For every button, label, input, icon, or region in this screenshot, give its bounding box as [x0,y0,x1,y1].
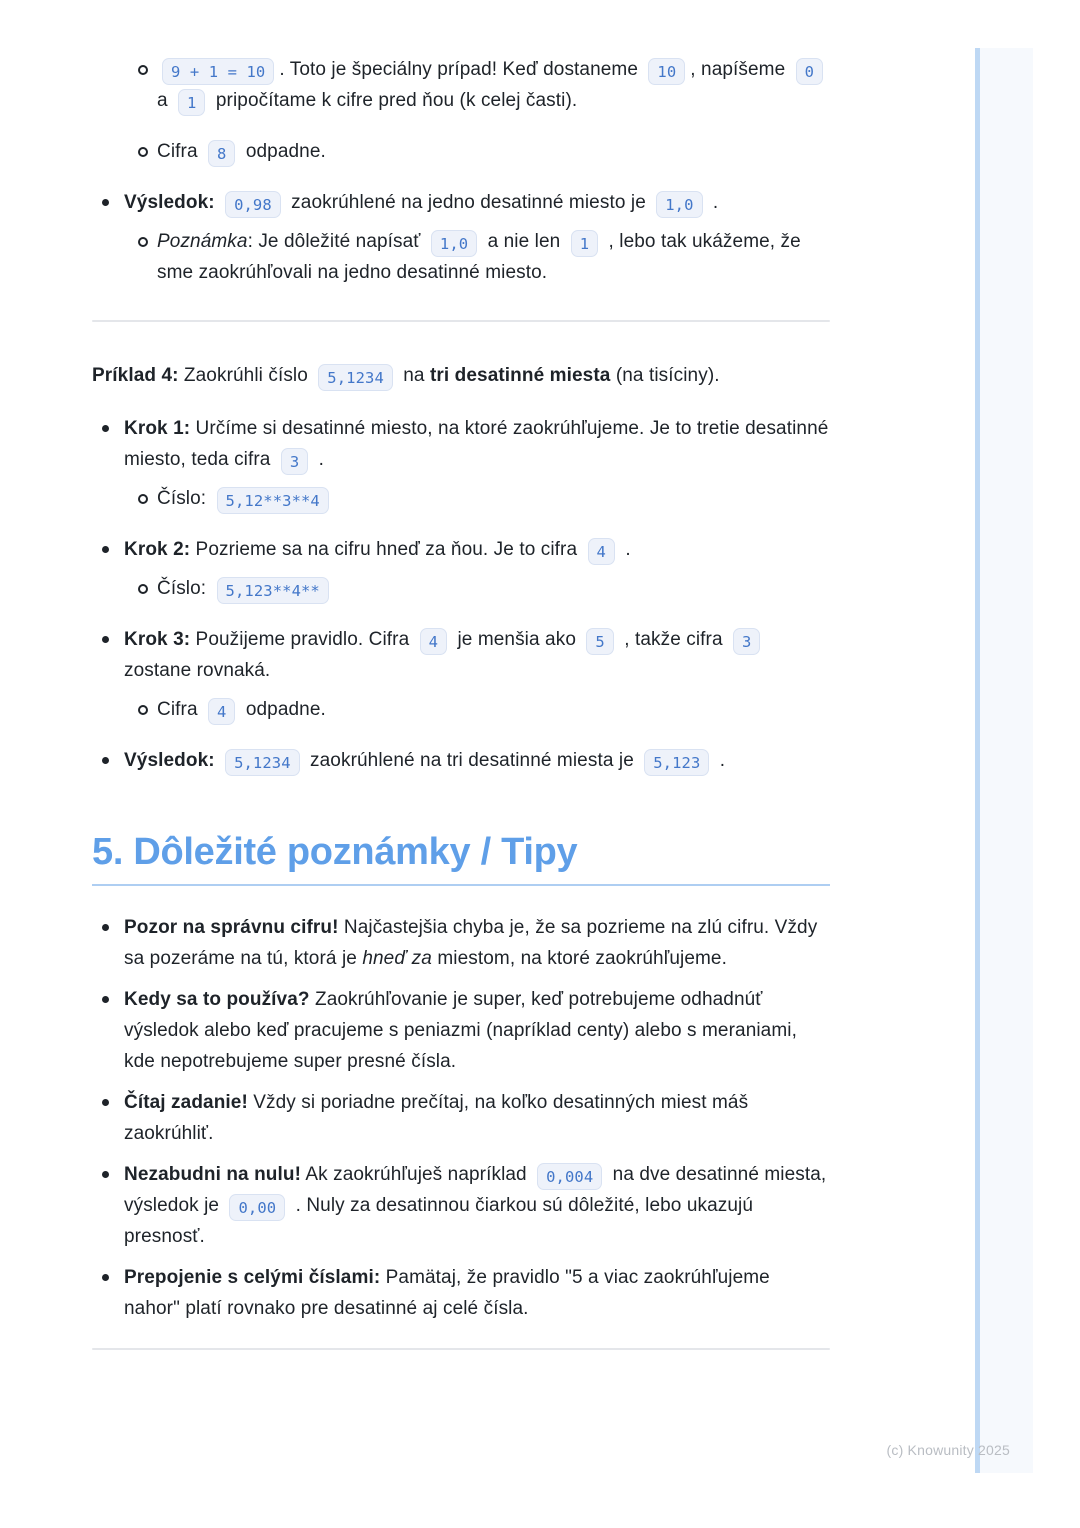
list-item [92,1159,830,1252]
bullet-dot-icon [102,199,109,206]
list-item-text [124,192,718,213]
bullet-dot-icon [102,425,109,432]
section-heading: 5. Dôležité poznámky / Tipy [92,830,830,886]
list-item [92,745,830,776]
list-item-text [124,629,765,681]
text-run: . Nuly za desatinnou čiarkou sú dôležité, lebo ukazujú presnosť. [124,1195,754,1247]
code-chip: 9 + 1 = 10 [162,58,274,85]
bold-text: Príklad 4: [92,365,179,386]
list-item [92,984,830,1077]
text-run: : Je dôležité napísať [247,231,426,252]
bullet-dot-icon [102,636,109,643]
list-item-text [157,231,801,283]
list-item-text [157,699,326,720]
list-item [92,1087,830,1149]
text-run: miestom, na ktoré zaokrúhľujeme. [431,948,727,969]
sub-list-item [92,694,830,725]
sub-list-item [92,573,830,604]
text-run: Číslo: [157,488,212,509]
bold-text: Pozor na správnu cifru! [124,917,339,938]
bullet-dot-icon [102,1099,109,1106]
text-run: , napíšeme [690,59,791,80]
bullet-list [92,403,830,784]
bullet-dot-icon [102,757,109,764]
text-run: na [397,365,430,386]
code-chip: 3 [281,448,308,475]
code-chip: 5 [586,628,613,655]
text-run: . [313,449,325,470]
bold-text: Výsledok: [124,750,215,771]
bold-text: Nezabudni na nulu! [124,1164,302,1185]
code-chip: 5,1234 [318,364,393,391]
right-margin-rail [975,48,1033,1473]
text-run: zostane rovnaká. [124,660,271,681]
list-item-text [124,1092,748,1144]
section-divider [92,1348,830,1350]
code-chip: 10 [648,58,685,85]
text-run: Určíme si desatinné miesto, na ktoré zaokrúhľujeme. Je to tretie desatinné miesto, teda cifra [124,418,829,470]
italic-text: hneď za [362,948,432,969]
list-item-text [124,1164,826,1247]
list-item-text [124,750,725,771]
text-run: je menšia ako [452,629,582,650]
list-item-text [157,578,334,599]
list-item-text [124,539,631,560]
code-chip: 8 [208,140,235,167]
text-run: . [619,539,631,560]
bullet-circle-icon [138,705,148,715]
bullet-dot-icon [102,996,109,1003]
text-run: (na tisíciny). [610,365,720,386]
text-run: , takže cifra [618,629,729,650]
bullet-dot-icon [102,546,109,553]
bold-text: Krok 2: [124,539,191,560]
bullet-dot-icon [102,924,109,931]
list-item [92,912,830,974]
text-run [215,750,220,771]
list-item-text [124,989,797,1072]
text-run: na dve desatinné miesta, výsledok je [124,1164,827,1216]
text-run: Ak zaokrúhľuješ napríklad [301,1164,533,1185]
text-run: a nie len [482,231,566,252]
document-content [92,0,830,1350]
code-chip: 4 [420,628,447,655]
list-item-text [157,488,334,509]
list-item [92,534,830,565]
code-chip: 4 [208,698,235,725]
sub-list-item [92,54,830,116]
sub-list-item [92,226,830,288]
code-chip: 0,98 [225,191,281,218]
list-item-text [124,1267,770,1319]
list-item [92,187,830,218]
code-chip: 5,123**4** [217,577,329,604]
bullet-circle-icon [138,237,148,247]
bullet-dot-icon [102,1274,109,1281]
list-item-text [157,141,326,162]
bold-text: Čítaj zadanie! [124,1092,248,1113]
text-run: Použijeme pravidlo. Cifra [190,629,415,650]
text-run: a [157,90,174,111]
text-run: Cifra [157,141,203,162]
bold-text: tri desatinné miesta [429,365,611,386]
copyright-footer: (c) Knowunity 2025 [886,1442,1010,1458]
scrollbar-thumb[interactable] [975,48,980,1473]
bold-text: Výsledok: [124,192,215,213]
list-item-text [124,917,817,969]
code-chip: 4 [588,538,615,565]
text-run: Zaokrúhli číslo [178,365,314,386]
text-run: Zaokrúhľovanie je super, keď potrebujeme odhadnúť výsledok alebo keď pracujeme s peniazmi (napríklad centy) alebo s meraniami, kde nepotrebujeme super presné čísla. [124,989,797,1072]
text-run: zaokrúhlené na jedno desatinné miesto je [285,192,652,213]
text-run: . [714,750,726,771]
code-chip: 1 [178,89,205,116]
code-chip: 0,004 [537,1163,602,1190]
code-chip: 5,1234 [225,749,300,776]
bullet-circle-icon [138,147,148,157]
text-run [215,192,220,213]
paragraph [92,360,830,391]
bullet-circle-icon [138,65,148,75]
code-chip: 0 [796,58,823,85]
list-item [92,1262,830,1324]
text-run: . [707,192,719,213]
code-chip: 3 [733,628,760,655]
text-run: zaokrúhlené na tri desatinné miesta je [304,750,640,771]
code-chip: 5,123 [644,749,709,776]
text-run: Vždy si poriadne prečítaj, na koľko desatinných miest máš zaokrúhliť. [124,1092,749,1144]
list-item [92,413,830,475]
bold-text: Kedy sa to používa? [124,989,310,1010]
sub-list-item [92,136,830,167]
bold-text: Prepojenie s celými číslami: [124,1267,381,1288]
bullet-circle-icon [138,584,148,594]
text-run: , lebo tak ukážeme, že sme zaokrúhľovali na jedno desatinné miesto. [157,231,801,283]
bullet-circle-icon [138,494,148,504]
code-chip: 1 [571,230,598,257]
text-run: Najčastejšia chyba je, že sa pozrieme na zlú cifru. Vždy sa pozeráme na tú, ktorá je [124,917,818,969]
text-run: odpadne. [240,141,326,162]
sub-list-item [92,483,830,514]
bold-text: Krok 1: [124,418,191,439]
list-item-text [124,418,828,470]
text-run: Cifra [157,699,203,720]
text-run: . Toto je špeciálny prípad! Keď dostaneme [279,59,644,80]
text-run: pripočítame k cifre pred ňou (k celej časti). [210,90,578,111]
text-run: Pamätaj, že pravidlo "5 a viac zaokrúhľujeme nahor" platí rovnako pre desatinné aj celé čísla. [124,1267,770,1319]
code-chip: 0,00 [229,1194,285,1221]
code-chip: 1,0 [656,191,702,218]
italic-text: Poznámka [157,231,248,252]
list-item-text [157,59,828,111]
bullet-list [92,902,830,1332]
bullet-list [92,54,830,308]
text-run: Pozrieme sa na cifru hneď za ňou. Je to cifra [190,539,583,560]
code-chip: 5,12**3**4 [217,487,329,514]
text-run: Číslo: [157,578,212,599]
bold-text: Krok 3: [124,629,191,650]
code-chip: 1,0 [431,230,477,257]
text-run: odpadne. [240,699,326,720]
section-divider [92,320,830,322]
list-item [92,624,830,686]
bullet-dot-icon [102,1171,109,1178]
